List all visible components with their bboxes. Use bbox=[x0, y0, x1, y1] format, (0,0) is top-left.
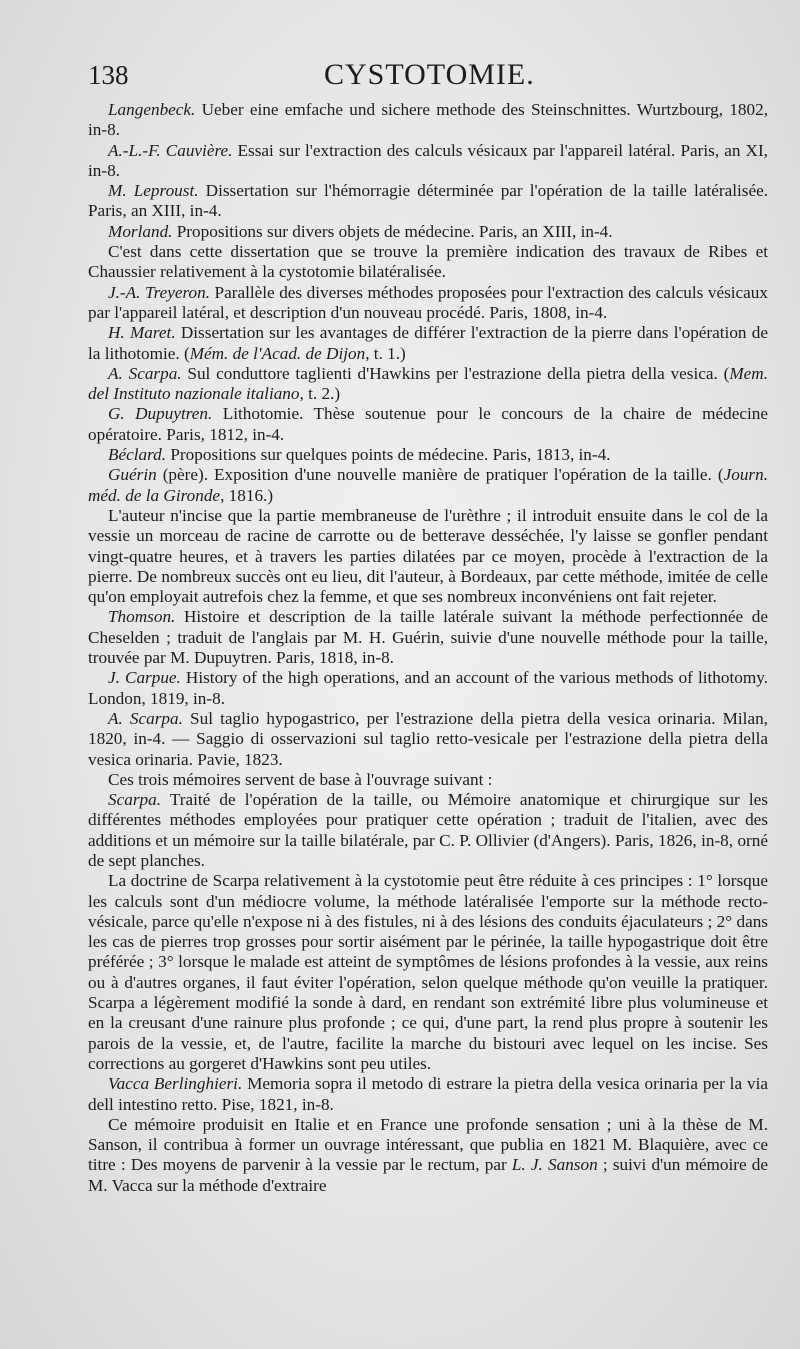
paragraph bbox=[88, 141, 768, 182]
italic-text: J. Carpue. bbox=[108, 668, 181, 688]
italic-text: Langenbeck. bbox=[108, 100, 196, 119]
text-run: History of the high operations, and an account of the various methods of lithotomy. London, 1819, in-8. bbox=[88, 668, 768, 708]
paragraph bbox=[88, 323, 768, 364]
text-run: (père). Exposition d'une nouvelle manière de pratiquer l'opération de la taille. ( bbox=[156, 465, 724, 485]
paragraph bbox=[88, 404, 768, 445]
text-run: , t. 1.) bbox=[365, 343, 406, 363]
paragraph bbox=[88, 709, 768, 770]
paragraph bbox=[88, 770, 768, 790]
italic-text: A.-L.-F. Cauvière. bbox=[108, 140, 233, 160]
italic-text: J.-A. Treyeron. bbox=[108, 282, 211, 302]
page-number: 138 bbox=[88, 60, 129, 90]
italic-text: Béclard. bbox=[108, 445, 167, 465]
text-run: Ce mémoire produisit en Italie et en France une profonde sensation ; uni à la thèse de M. Sanson, il contribua à former un ouvrage intéressant, que publia en 1821 M. Blaquière, avec ce titre : Des moyens de parvenir à la vessie par le rectum, par bbox=[88, 1114, 768, 1175]
text-run: Dissertation sur l'hémorragie déterminée par l'opération de la taille latéralisée. Paris, an XIII, in-4. bbox=[88, 181, 768, 221]
italic-text: M. Leproust. bbox=[108, 181, 199, 201]
text-run: ; suivi d'un mémoire de M. Vacca sur la méthode d'extraire bbox=[88, 1155, 768, 1195]
italic-text: Journ. méd. de la Gironde bbox=[88, 465, 768, 505]
text-run: L'auteur n'incise que la partie membraneuse de l'urèthre ; il introduit ensuite dans le col de la vessie un morceau de racine de carrotte ou de betterave desséchée, l'y laisse se gonfler pendant vingt-quatre heures, et à travers les parties dilatées par ce moyen, procède à l'extraction de la pierre. De nombreux succès ont eu lieu, dit l'auteur, à Bordeaux, par cette méthode, imitée de celle qu'on employait autrefois chez la femme, et que ses nombreux inconvéniens ont fait rejeter. bbox=[88, 505, 768, 607]
text-run: Dissertation sur les avantages de différer l'extraction de la pierre dans l'opération de la lithotomie. ( bbox=[88, 323, 768, 363]
italic-text: Morland. bbox=[108, 221, 173, 241]
paragraph bbox=[88, 445, 768, 465]
italic-text: Thomson. bbox=[108, 607, 176, 627]
text-run: , t. 2.) bbox=[299, 384, 341, 404]
text-run: Ces trois mémoires servent de base à l'ouvrage suivant : bbox=[108, 769, 493, 789]
text-run: Histoire et description de la taille latérale suivant la méthode perfectionnée de Cheselden ; traduit de l'anglais par M. H. Guérin, suivie d'une nouvelle méthode pour la taille, trouvée par M. Dupuytren. Paris, 1818, in-8. bbox=[88, 607, 768, 668]
text-run: Ueber eine emfache und sichere methode des Steinschnittes. Wurtzbourg, 1802, in-8. bbox=[88, 100, 768, 140]
italic-text: Scarpa. bbox=[108, 790, 161, 810]
italic-text: Guérin bbox=[108, 465, 157, 485]
paragraph bbox=[88, 465, 768, 506]
italic-text: L. J. Sanson bbox=[511, 1155, 598, 1175]
paragraph bbox=[88, 607, 768, 668]
paragraph bbox=[88, 1115, 768, 1196]
text-run: Parallèle des diverses méthodes proposées pour l'extraction des calculs vésicaux par l'appareil latéral, et description d'un nouveau procédé. Paris, 1808, in-4. bbox=[88, 282, 768, 322]
text-run: Essai sur l'extraction des calculs vésicaux par l'appareil latéral. Paris, an XI, in-8. bbox=[88, 140, 768, 180]
body-text bbox=[88, 100, 768, 1196]
italic-text: A. Scarpa. bbox=[108, 363, 182, 383]
paragraph bbox=[88, 181, 768, 222]
paragraph bbox=[88, 222, 768, 242]
paragraph bbox=[88, 1074, 768, 1115]
text-run: Traité de l'opération de la taille, ou Mémoire anatomique et chirurgique sur les différentes méthodes employées pour pratiquer cette opération ; traduit de l'italien, avec des additions et un mémoire sur la taille bilatérale, par C. P. Ollivier (d'Angers). Paris, 1826, in-8, orné de sept planches. bbox=[88, 790, 768, 870]
italic-text: Mém. de l'Acad. de Dijon bbox=[189, 343, 366, 363]
italic-text: H. Maret. bbox=[108, 323, 176, 343]
paragraph bbox=[88, 668, 768, 709]
paragraph bbox=[88, 100, 768, 141]
text-run: La doctrine de Scarpa relativement à la cystotomie peut être réduite à ces principes : 1° lorsque les calculs sont d'un médiocre volume, la méthode latéralisée l'emporte sur la méthode recto-vésicale, parce qu'elle n'expose ni à des fistules, ni à des lésions des conduits éjaculateurs ; 2° dans les cas de pierres trop grosses pour sortir aisément par le périnée, la taille hypogastrique doit être préférée ; 3° lorsque le malade est atteint de symptômes de lésions profondes à la vessie, aux reins ou à d'autres organes, il faut éviter l'opération, selon quelque méthode qu'on veuille la pratiquer. Scarpa a légèrement modifié la sonde à dard, en rendant son extrémité libre plus volumineuse et en la creusant d'une rainure plus profonde ; ce qui, d'une part, la rend plus propre à soutenir les parois de la vessie, et, de l'autre, facilite la marche du bistouri avec lequel on les incise. Ses corrections au gorgeret d'Hawkins sont peu utiles. bbox=[88, 871, 768, 1073]
text-run: C'est dans cette dissertation que se trouve la première indication des travaux de Ribes et Chaussier relativement à la cystotomie bilatéralisée. bbox=[88, 242, 768, 282]
paragraph bbox=[88, 364, 768, 405]
paragraph bbox=[88, 283, 768, 324]
italic-text: G. Dupuytren. bbox=[108, 404, 213, 424]
italic-text: A. Scarpa. bbox=[108, 708, 183, 728]
paragraph bbox=[88, 242, 768, 283]
italic-text: Vacca Berlinghieri. bbox=[108, 1074, 243, 1094]
paragraph bbox=[88, 790, 768, 871]
paragraph bbox=[88, 506, 768, 607]
text-run: Lithotomie. Thèse soutenue pour le concours de la chaire de médecine opératoire. Paris, 1812, in-4. bbox=[88, 404, 768, 444]
text-run: Sul conduttore taglienti d'Hawkins per l'estrazione della pietra della vesica. ( bbox=[181, 363, 730, 383]
text-run: Propositions sur quelques points de médecine. Paris, 1813, in-4. bbox=[166, 445, 611, 465]
text-run: Sul taglio hypogastrico, per l'estrazione della pietra della vesica orinaria. Milan, 1820, in-4. — Saggio di osservazioni sul taglio retto-vesicale per l'estrazione della pietra della vesica orinaria. Pavie, 1823. bbox=[88, 708, 768, 769]
page-title: CYSTOTOMIE. bbox=[324, 58, 535, 91]
text-run: Propositions sur divers objets de médecine. Paris, an XIII, in-4. bbox=[172, 221, 613, 241]
paragraph bbox=[88, 871, 768, 1074]
text-run: Memoria sopra il metodo di estrare la pietra della vesica orinaria per la via dell intestino retto. Pise, 1821, in-8. bbox=[88, 1074, 768, 1114]
running-header bbox=[88, 58, 768, 98]
italic-text: Mem. del Instituto nazionale italiano bbox=[88, 363, 768, 404]
text-run: , 1816.) bbox=[220, 485, 274, 505]
